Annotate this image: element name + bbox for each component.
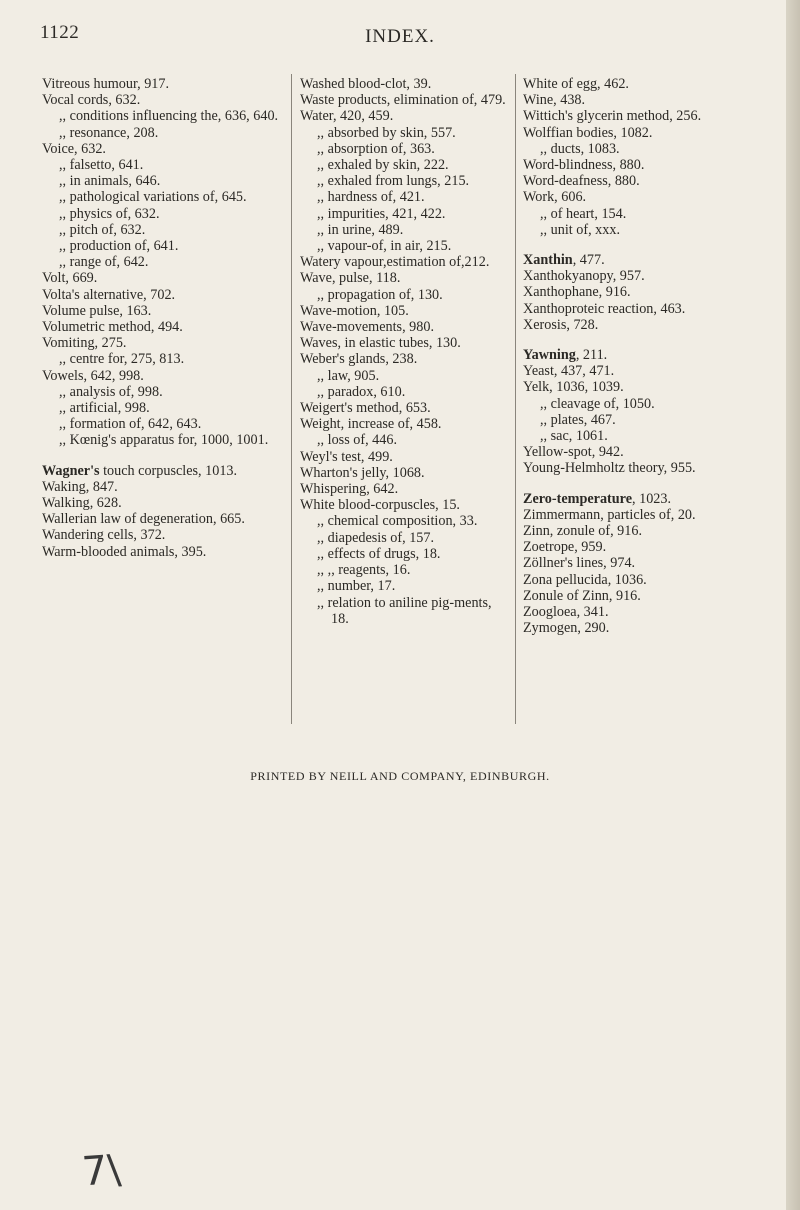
- index-subentry: ,, ducts, 1083.: [540, 140, 620, 157]
- column-rule: [515, 74, 516, 724]
- index-entry: Weber's glands, 238.: [300, 351, 418, 368]
- index-entry-text: , 211.: [575, 347, 608, 364]
- index-subentry: ,, of heart, 154.: [540, 205, 627, 222]
- index-entry: [523, 347, 768, 363]
- index-entry-text: , 477.: [572, 252, 605, 269]
- index-subentry: ,, paradox, 610.: [317, 383, 406, 400]
- index-entry: Water, 420, 459.: [300, 108, 394, 125]
- index-subentry: ,, Kœnig's apparatus for, 1000, 1001.: [59, 432, 269, 449]
- index-entry: [523, 491, 768, 507]
- index-subentry: ,, analysis of, 998.: [59, 383, 163, 400]
- index-entry: Wave-movements, 980.: [300, 319, 434, 336]
- index-entry: Volt, 669.: [42, 270, 98, 287]
- index-subentry: ,, resonance, 208.: [59, 124, 159, 141]
- index-entry: Warm-blooded animals, 395.: [42, 543, 207, 560]
- pencil-mark: 7\: [80, 1146, 123, 1196]
- index-subentry: ,, exhaled from lungs, 215.: [317, 173, 470, 190]
- index-entry: Xanthophane, 916.: [523, 284, 631, 301]
- index-subentry: ,, exhaled by skin, 222.: [317, 157, 449, 174]
- index-entry: Zöllner's lines, 974.: [523, 555, 636, 572]
- index-subentry: ,, pitch of, 632.: [59, 221, 146, 238]
- index-subentry: ,, range of, 642.: [59, 254, 149, 271]
- index-entry: Zoetrope, 959.: [523, 539, 607, 556]
- index-subentry: ,, conditions influencing the, 636, 640.: [59, 108, 279, 125]
- index-column-1: [42, 76, 287, 560]
- index-entry: Xanthoproteic reaction, 463.: [523, 300, 686, 317]
- index-entry: Volume pulse, 163.: [42, 302, 152, 319]
- index-subentry: ,, centre for, 275, 813.: [59, 351, 185, 368]
- index-column-3: [523, 76, 768, 637]
- index-entry: Weight, increase of, 458.: [300, 416, 442, 433]
- index-entry: Zonule of Zinn, 916.: [523, 587, 641, 604]
- index-entry: Word-blindness, 880.: [523, 157, 645, 174]
- index-subentry: ,, relation to aniline pig-ments, 18.: [317, 594, 492, 627]
- index-entry: Wolffian bodies, 1082.: [523, 124, 653, 141]
- index-headword: Yawning: [523, 347, 576, 364]
- index-entry: Zona pellucida, 1036.: [523, 571, 647, 588]
- index-headword: Xanthin: [523, 252, 573, 269]
- index-entry: White of egg, 462.: [523, 76, 629, 92]
- index-subentry: ,, diapedesis of, 157.: [317, 529, 435, 546]
- index-entry: Watery vapour,estimation of,212.: [300, 254, 490, 271]
- index-entry: Zinn, zonule of, 916.: [523, 523, 642, 540]
- index-subentry: ,, absorbed by skin, 557.: [317, 124, 456, 141]
- index-entry: [523, 252, 768, 268]
- index-subentry: ,, production of, 641.: [59, 238, 179, 255]
- index-entry: Wallerian law of degeneration, 665.: [42, 511, 245, 528]
- index-subentry: ,, impurities, 421, 422.: [317, 205, 446, 222]
- index-subentry: ,, sac, 1061.: [540, 428, 608, 445]
- index-headword: Zero-temperature: [523, 490, 632, 507]
- index-entry: Weigert's method, 653.: [300, 400, 431, 417]
- index-entry: Vitreous humour, 917.: [42, 76, 170, 92]
- index-column-2: [300, 76, 508, 627]
- index-entry: Yeast, 437, 471.: [523, 363, 615, 380]
- index-entry: Zoogloea, 341.: [523, 604, 609, 621]
- running-head: INDEX.: [365, 26, 435, 47]
- index-subentry: ,, vapour-of, in air, 215.: [317, 238, 452, 255]
- index-entry: Washed blood-clot, 39.: [300, 76, 432, 92]
- index-subentry: ,, ,, reagents, 16.: [317, 562, 411, 579]
- index-entry: White blood-corpuscles, 15.: [300, 497, 460, 514]
- index-headword: Wagner's: [42, 462, 100, 479]
- index-entry: Wave-motion, 105.: [300, 302, 409, 319]
- index-subentry: ,, physics of, 632.: [59, 205, 160, 222]
- index-subentry: ,, plates, 467.: [540, 411, 616, 428]
- index-entry: Young-Helmholtz theory, 955.: [523, 460, 696, 477]
- index-entry: Xanthokyanopy, 957.: [523, 268, 645, 285]
- index-subentry: ,, in animals, 646.: [59, 173, 161, 190]
- index-entry: Work, 606.: [523, 189, 587, 206]
- index-subentry: ,, artificial, 998.: [59, 400, 150, 417]
- index-subentry: ,, cleavage of, 1050.: [540, 395, 655, 412]
- index-subentry: ,, absorption of, 363.: [317, 140, 435, 157]
- index-entry: Voice, 632.: [42, 140, 106, 157]
- index-entry: Weyl's test, 499.: [300, 448, 393, 465]
- index-entry: Waves, in elastic tubes, 130.: [300, 335, 461, 352]
- index-entry: Wave, pulse, 118.: [300, 270, 401, 287]
- index-entry: Wittich's glycerin method, 256.: [523, 108, 702, 125]
- index-entry: [42, 463, 287, 479]
- index-entry: Wandering cells, 372.: [42, 527, 166, 544]
- index-subentry: ,, pathological variations of, 645.: [59, 189, 247, 206]
- index-entry: Wharton's jelly, 1068.: [300, 464, 425, 481]
- index-entry: Yellow-spot, 942.: [523, 444, 624, 461]
- index-subentry: ,, chemical composition, 33.: [317, 513, 478, 530]
- page-edge: [786, 0, 800, 1210]
- page-number: 1122: [40, 22, 80, 43]
- index-entry: Waking, 847.: [42, 478, 118, 495]
- index-entry: Whispering, 642.: [300, 481, 399, 498]
- index-subentry: ,, formation of, 642, 643.: [59, 416, 202, 433]
- index-entry: Zymogen, 290.: [523, 620, 610, 637]
- index-entry-text: touch corpuscles, 1013.: [99, 462, 238, 479]
- index-entry: Yelk, 1036, 1039.: [523, 379, 624, 396]
- index-entry: Vowels, 642, 998.: [42, 367, 144, 384]
- index-subentry: ,, unit of, xxx.: [540, 221, 620, 238]
- index-subentry: ,, falsetto, 641.: [59, 157, 144, 174]
- index-entry-text: , 1023.: [632, 490, 672, 507]
- index-entry: Vocal cords, 632.: [42, 92, 141, 109]
- index-entry: Wine, 438.: [523, 92, 586, 109]
- index-entry: Vomiting, 275.: [42, 335, 127, 352]
- index-subentry: ,, loss of, 446.: [317, 432, 398, 449]
- index-entry: Xerosis, 728.: [523, 316, 599, 333]
- index-entry: Volta's alternative, 702.: [42, 286, 176, 303]
- index-subentry: ,, in urine, 489.: [317, 221, 404, 238]
- column-rule: [291, 74, 292, 724]
- index-entry: Zimmermann, particles of, 20.: [523, 506, 696, 523]
- index-entry: Waste products, elimination of, 479.: [300, 92, 506, 109]
- printer-imprint: PRINTED BY NEILL AND COMPANY, EDINBURGH.: [250, 769, 550, 783]
- index-subentry: ,, effects of drugs, 18.: [317, 545, 441, 562]
- index-entry: Word-deafness, 880.: [523, 173, 640, 190]
- index-entry: Volumetric method, 494.: [42, 319, 183, 336]
- index-subentry: ,, hardness of, 421.: [317, 189, 425, 206]
- index-subentry: ,, propagation of, 130.: [317, 286, 443, 303]
- index-subentry: ,, law, 905.: [317, 367, 380, 384]
- index-entry: Walking, 628.: [42, 495, 122, 512]
- index-subentry: ,, number, 17.: [317, 578, 396, 595]
